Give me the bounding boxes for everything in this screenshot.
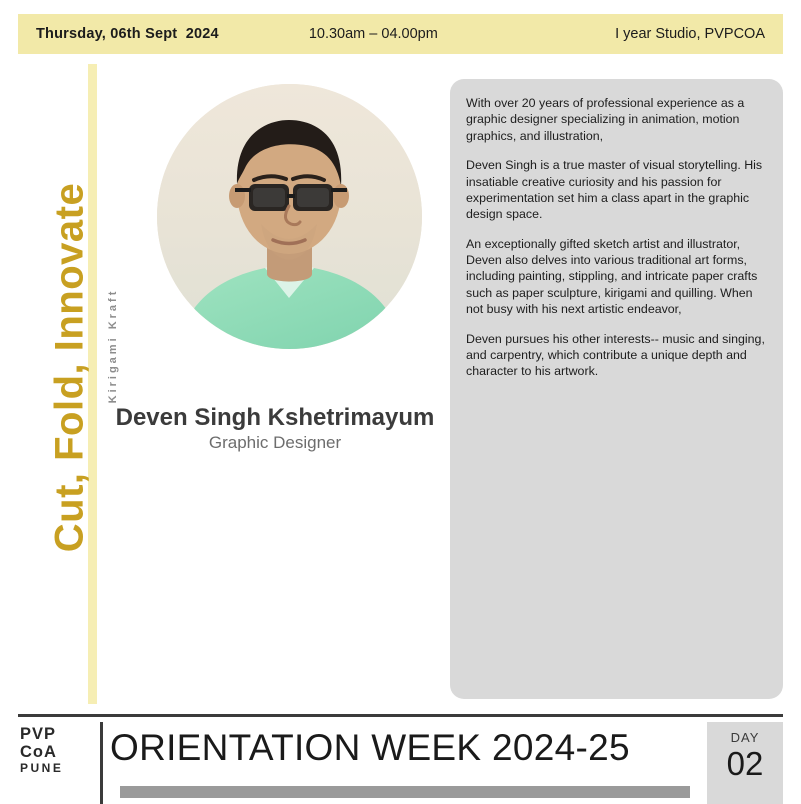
bio-paragraph: Deven Singh is a true master of visual storytelling. His insatiable creative curiosity and his passion for experimentation set him a class apart in the graphic design space. [466,158,763,222]
speaker-name: Deven Singh Kshetrimayum [115,404,435,431]
header-time: 10.30am – 04.00pm [308,26,438,42]
portrait-illustration [157,84,422,349]
logo-divider [100,722,103,804]
event-subtitle-vertical: Kirigami Kraft [107,288,119,404]
header-bar [18,14,783,54]
header-venue: I year Studio, PVPCOA [615,26,765,42]
logo-line-pune: PUNE [20,760,64,775]
footer-divider [18,714,783,717]
speaker-photo [157,84,422,349]
footer-title: ORIENTATION WEEK 2024-25 [110,727,630,768]
header-date: Thursday, 06th Sept 2024 [36,26,219,42]
institution-logo [20,726,98,775]
bio-paragraph: An exceptionally gifted sketch artist and illustrator, Deven also delves into various traditional art forms, including painting, stippling, and intricate paper crafts such as paper sculpture, kirigami and quilling. When not busy with his next artistic endeavor, [466,236,758,317]
bio-paragraph: With over 20 years of professional experience as a graphic designer specializing in animation, motion graphics, and illustration, [466,96,745,143]
logo-line-pvp: PVP [20,725,57,743]
speaker-role: Graphic Designer [208,433,342,452]
day-badge [707,722,783,804]
day-number: 02 [726,745,764,782]
footer-accent-bar [120,786,690,798]
bio-paragraph: Deven pursues his other interests-- music and singing, and carpentry, which contribute a unique depth and character to his artwork. [466,331,765,379]
logo-line-coa: CoA [20,742,57,761]
bio-panel [450,79,783,699]
event-title-vertical: Cut, Fold, Innovate [47,182,92,553]
day-label: DAY [730,730,760,745]
